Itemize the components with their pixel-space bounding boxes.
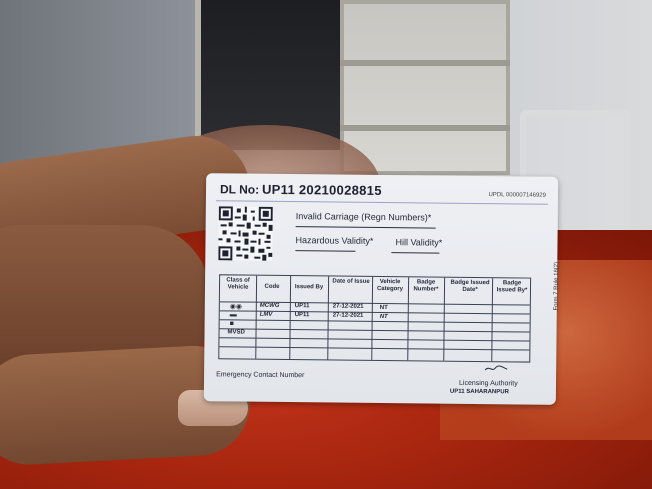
motorcycle-icon: ◉◉ <box>229 303 243 311</box>
licensing-authority-location: UP11 SAHARANPUR <box>449 388 509 396</box>
row2-code: LMV <box>259 311 273 318</box>
header-badge-issued-by: Badge Issued By* <box>496 280 528 294</box>
header-badge-issued-date: Badge Issued Date* <box>450 279 490 294</box>
header-date-of-issue: Date of Issue <box>332 278 370 285</box>
row1-date: 27-12-2021 <box>332 303 364 310</box>
header-badge-number: Badge Number* <box>413 279 439 293</box>
table-row-line <box>220 328 530 332</box>
licensing-authority-label: Licensing Authority <box>458 379 518 388</box>
car-icon: ▬ <box>229 311 237 319</box>
hill-validity-underline <box>391 252 439 254</box>
header-issued-by: Issued By <box>294 284 324 291</box>
row2-issued-by: UP11 <box>294 312 310 319</box>
table-row-line <box>219 337 529 341</box>
dl-label: DL No: <box>219 182 260 197</box>
qr-code <box>218 206 273 261</box>
mvsd-class: MVSD <box>227 329 245 336</box>
emergency-contact-label: Emergency Contact Number <box>216 371 305 380</box>
hazardous-validity-underline <box>295 250 355 252</box>
background-shelf <box>340 0 510 175</box>
shelf-board <box>340 125 510 131</box>
row2-date: 27-12-2021 <box>332 312 364 319</box>
vehicle-class-table <box>218 274 531 362</box>
shelf-board <box>340 60 510 66</box>
table-row-line <box>220 319 530 323</box>
hill-validity-field: Hill Validity* <box>395 237 443 248</box>
dl-number: UP11 20210028815 <box>261 181 382 199</box>
header-code: Code <box>264 283 280 290</box>
signature-icon <box>484 363 508 373</box>
row1-category: NT <box>379 304 388 312</box>
header-class-of-vehicle: Class of Vehicle <box>226 277 250 291</box>
invalid-carriage-field: Invalid Carriage (Regn Numbers)* <box>295 211 432 223</box>
form-rule-text: Form 7 Rule 16(2) <box>553 261 561 311</box>
driving-licence-card <box>204 173 561 405</box>
table-row-line <box>219 346 529 350</box>
hazardous-validity-field: Hazardous Validity* <box>295 235 374 246</box>
row2-category: NT <box>379 313 388 321</box>
row1-code: MCWG <box>259 302 280 309</box>
updl-number: UPDL 000007146929 <box>488 192 547 199</box>
header-vehicle-category: Vehicle Category <box>376 278 404 293</box>
car-icon: ■ <box>229 320 234 328</box>
invalid-carriage-underline <box>296 226 436 228</box>
row1-issued-by: UP11 <box>294 303 310 310</box>
header-divider <box>216 200 548 204</box>
